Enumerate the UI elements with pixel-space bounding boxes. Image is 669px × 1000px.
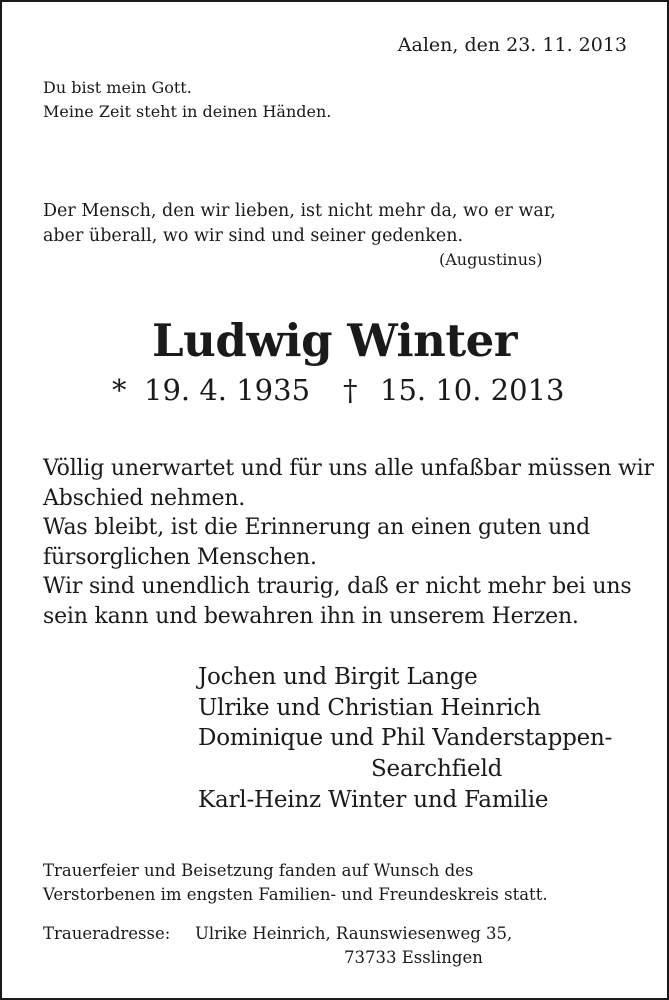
funeral-line: Trauerfeier und Beisetzung fanden auf Wunsch des	[43, 861, 474, 880]
message-line: sein kann und bewahren ihn in unserem Herzen.	[43, 603, 579, 629]
verse-line: Meine Zeit steht in deinen Händen.	[43, 102, 332, 121]
bible-verse	[43, 76, 331, 124]
funeral-line: Verstorbenen im engsten Familien- und Freundeskreis statt.	[43, 885, 548, 904]
mourner-continuation: Searchfield	[371, 756, 503, 782]
death-date: 15. 10. 2013	[380, 373, 565, 407]
mourner-line: Dominique und Phil Vanderstappen-	[198, 725, 613, 751]
farewell-message	[43, 454, 654, 631]
quote	[43, 199, 556, 249]
mourner-line: Karl-Heinz Winter und Familie	[198, 787, 549, 813]
verse-line: Du bist mein Gott.	[43, 78, 192, 97]
mourner-line: Ulrike und Christian Heinrich	[198, 695, 541, 721]
quote-line: aber überall, wo wir sind und seiner gedenken.	[43, 226, 464, 246]
address-line: 73733 Esslingen	[344, 948, 483, 967]
birth-date: 19. 4. 1935	[144, 373, 311, 407]
message-line: Wir sind unendlich traurig, daß er nicht mehr bei uns	[43, 574, 632, 599]
place-date: Aalen, den 23. 11. 2013	[397, 34, 627, 56]
message-line: Was bleibt, ist die Erinnerung an einen guten und	[43, 515, 590, 540]
address-label: Traueradresse:	[43, 924, 171, 943]
funeral-note	[43, 859, 548, 907]
address-line: Ulrike Heinrich, Raunswiesenweg 35,	[195, 924, 513, 943]
mourner-line: Jochen und Birgit Lange	[198, 664, 478, 690]
birth-symbol: *	[112, 373, 127, 407]
message-line: Völlig unerwartet und für uns alle unfaßbar müssen wir	[43, 456, 654, 481]
quote-line: Der Mensch, den wir lieben, ist nicht mehr da, wo er war,	[43, 201, 556, 221]
message-line: fürsorglichen Menschen.	[43, 544, 317, 570]
message-line: Abschied nehmen.	[43, 485, 246, 511]
death-symbol: †	[343, 373, 358, 407]
quote-author: (Augustinus)	[439, 250, 543, 269]
deceased-name: Ludwig Winter	[152, 314, 517, 367]
